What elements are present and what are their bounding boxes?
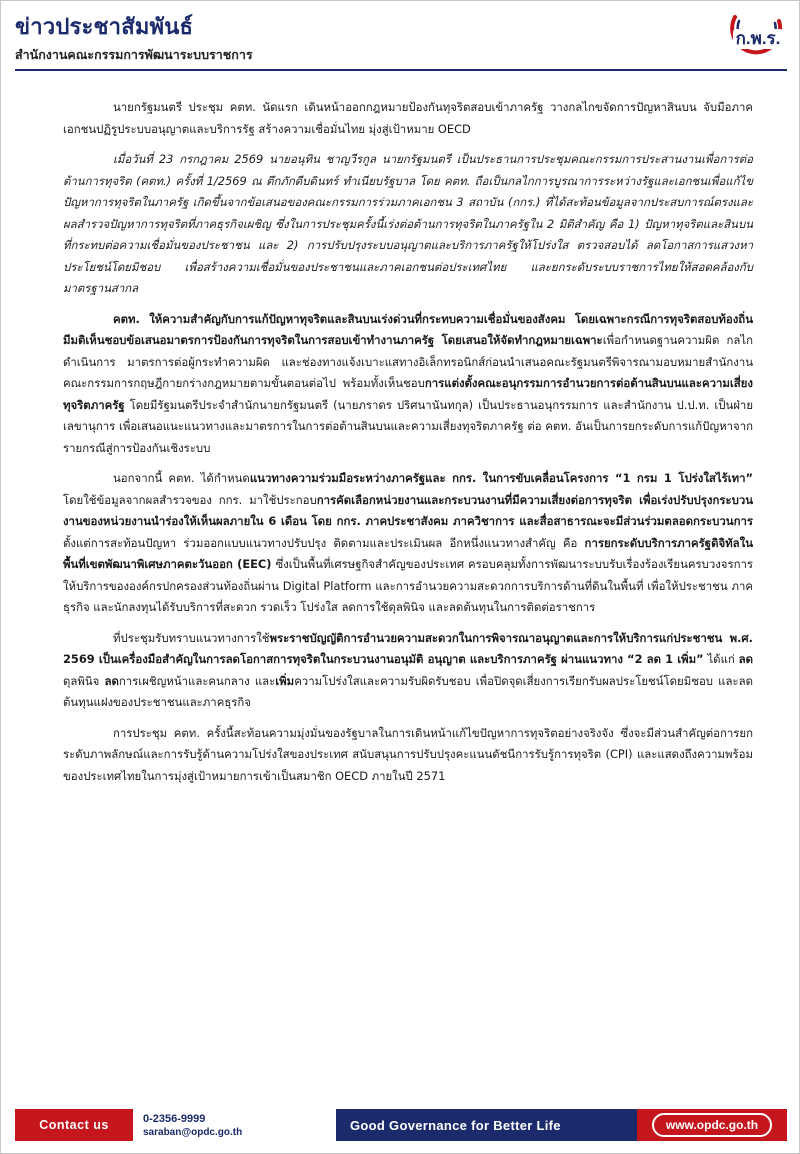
footer-bar <box>15 1109 787 1141</box>
paragraph-5: การประชุม คตท. ครั้งนี้สะท้อนความมุ่งมั่นของรัฐบาลในการเดินหน้าแก้ไขปัญหาการทุจริตอย่างจริงจัง ซึ่งจะมีส่วนสำคัญต่อการยกระดับภาพลักษณ์และการรับรู้ด้านความโปร่งใสของประเทศ สนับสนุนการปรับปรุงคะแนนดัชนีการรับรู้การทุจริต (CPI) และแสดงถึงความพร้อมของประเทศไทยในการมุ่งสู่เป้าหมายการเข้าเป็นสมาชิก OECD ภายในปี 2571 <box>63 725 753 783</box>
website-badge[interactable] <box>637 1109 787 1141</box>
header-divider <box>15 69 787 71</box>
paragraph-4: ที่ประชุมรับทราบแนวทางการใช้พระราชบัญญัติการอำนวยความสะดวกในการพิจารณาอนุญาตและการให้บริการแก่ประชาชน พ.ศ. 2569 เป็นเครื่องมือสำคัญในการลดโอกาสการทุจริตในกระบวนงานอนุมัติ อนุญาต และบริการภาครัฐ ผ่านแนวทาง “2 ลด 1 เพิ่ม” ได้แก่ ลดดุลพินิจ ลดการเผชิญหน้าและคนกลาง และเพิ่มความโปร่งใสและความรับผิดรับชอบ เพื่อปิดจุดเสี่ยงการเรียกรับผลประโยชน์โดยมิชอบ และลดต้นทุนแฝงของประชาชนและภาคธุรกิจ <box>63 630 753 709</box>
logo-text: ก.พ.ร. <box>735 29 781 48</box>
contact-label: Contact us <box>39 1118 109 1132</box>
article-body <box>63 97 753 796</box>
header-subtitle: สำนักงานคณะกรรมการพัฒนาระบบราชการ <box>15 47 253 62</box>
opdc-logo-icon <box>725 9 787 61</box>
phone-number: 0-2356-9999 <box>143 1112 206 1125</box>
paragraph-1: เมื่อวันที่ 23 กรกฎาคม 2569 นายอนุทิน ชาญวีรกูล นายกรัฐมนตรี เป็นประธานการประชุมคณะกรรมการประสานงานเพื่อการต่อต้านการทุจริต (คตท.) ครั้งที่ 1/2569 ณ ตึกภักดีบดินทร์ ทำเนียบรัฐบาล โดย คตท. ถือเป็นกลไกการบูรณาการระหว่างรัฐและเอกชนเพื่อแก้ไขปัญหาการทุจริตในภาครัฐ เกิดขึ้นจากข้อเสนอของคณะกรรมการร่วมภาคเอกชน 3 สถาบัน (กกร.) ที่ได้สะท้อนข้อมูลจากประสบการณ์ตรงและผลสำรวจปัญหาการทุจริตที่ภาคธุรกิจเผชิญ ซึ่งในการประชุมครั้งนี้เร่งต่อต้านการทุจริตในภาครัฐใน 2 มิติสำคัญ คือ 1) ปัญหาทุจริตและสินบนที่กระทบต่อความเชื่อมั่นของประชาชน และ 2) การปรับปรุงระบบอนุญาตและบริการภาครัฐให้โปร่งใส ตรวจสอบได้ ลดโอกาสการแสวงหาประโยชน์โดยมิชอบ เพื่อสร้างความเชื่อมั่นของประชาชนและภาคเอกชนต่อประเทศไทย และยกระดับระบบราชการไทยให้สอดคล้องกับมาตรฐานสากล <box>63 152 753 295</box>
paragraph-3: นอกจากนี้ คตท. ได้กำหนดแนวทางความร่วมมือระหว่างภาครัฐและ กกร. ในการขับเคลื่อนโครงการ “1 กรม 1 โปร่งใสไร้เทา” โดยใช้ข้อมูลจากผลสำรวจของ กกร. มาใช้ประกอบการคัดเลือกหน่วยงานและกระบวนงานที่มีความเสี่ยงต่อการทุจริต เพื่อเร่งปรับปรุงกระบวนงานของหน่วยงานนำร่องให้เห็นผลภายใน 6 เดือน โดย กกร. ภาคประชาสังคม ภาควิชาการ และสื่อสาธารณะจะมีส่วนร่วมตลอดกระบวนการ ตั้งแต่การสะท้อนปัญหา ร่วมออกแบบแนวทางปรับปรุง ติดตามและประเมินผล อีกหนึ่งแนวทางสำคัญ คือ การยกระดับบริการภาครัฐดิจิทัลในพื้นที่เขตพัฒนาพิเศษภาคตะวันออก (EEC) ซึ่งเป็นพื้นที่เศรษฐกิจสำคัญของประเทศ ครอบคลุมทั้งการพัฒนาระบบรับเรื่องร้องเรียนครบวงจรการให้บริการขององค์กรปกครองส่วนท้องถิ่นผ่าน Digital Platform และการอำนวยความสะดวกการบริการด้านที่ดินในพื้นที่ เพื่อให้ประชาชน ภาคธุรกิจ และนักลงทุนได้รับบริการที่สะดวก รวดเร็ว โปร่งใส ลดการใช้ดุลพินิจ และลดต้นทุนในการติดต่อราชการ <box>63 471 754 614</box>
contact-info <box>133 1109 333 1141</box>
header <box>15 9 787 67</box>
paragraph-2: คตท. ให้ความสำคัญกับการแก้ปัญหาทุจริตและสินบนเร่งด่วนที่กระทบความเชื่อมั่นของสังคม โดยเฉพาะกรณีการทุจริตสอบท้องถิ่น มีมติเห็นชอบข้อเสนอมาตรการป้องกันการทุจริตในการสอบเข้าทำงานภาครัฐ โดยเสนอให้จัดทำกฎหมายเฉพาะเพื่อกำหนดฐานความผิด กลไกดำเนินการ มาตรการต่อผู้กระทำความผิด และช่องทางแจ้งเบาะแสทางอิเล็กทรอนิกส์ก่อนนำเสนอคณะรัฐมนตรีพิจารณามอบหมายสำนักงานคณะกรรมการกฤษฎีกายกร่างกฎหมายตามขั้นตอนต่อไป พร้อมทั้งเห็นชอบการแต่งตั้งคณะอนุกรรมการอำนวยการต่อต้านสินบนและความเสี่ยงทุจริตภาครัฐ โดยมีรัฐมนตรีประจำสำนักนายกรัฐมนตรี (นายภราดร ปริศนานันทกุล) เป็นประธานอนุกรรมการ และสำนักงาน ป.ป.ท. เป็นฝ่ายเลขานุการ เพื่อเสนอแนะแนวทางและมาตรการในการต่อต้านสินบนและความเสี่ยงทุจริตภาครัฐ ต่อ คตท. อันเป็นการยกระดับการแก้ปัญหาจากรายกรณีสู่การป้องกันเชิงระบบ <box>63 311 753 455</box>
website-link[interactable]: www.opdc.go.th <box>652 1113 772 1137</box>
header-title: ข่าวประชาสัมพันธ์ <box>15 15 194 40</box>
slogan: Good Governance for Better Life <box>333 1109 637 1141</box>
headline: นายกรัฐมนตรี ประชุม คตท. นัดแรก เดินหน้าออกกฎหมายป้องกันทุจริตสอบเข้าภาครัฐ วางกลไกขจัดการปัญหาสินบน จับมือภาคเอกชนปฏิรูประบบอนุญาตและบริการรัฐ สร้างความเชื่อมั่นไทย มุ่งสู่เป้าหมาย OECD <box>63 100 753 136</box>
email-address[interactable]: saraban@opdc.go.th <box>143 1126 243 1138</box>
